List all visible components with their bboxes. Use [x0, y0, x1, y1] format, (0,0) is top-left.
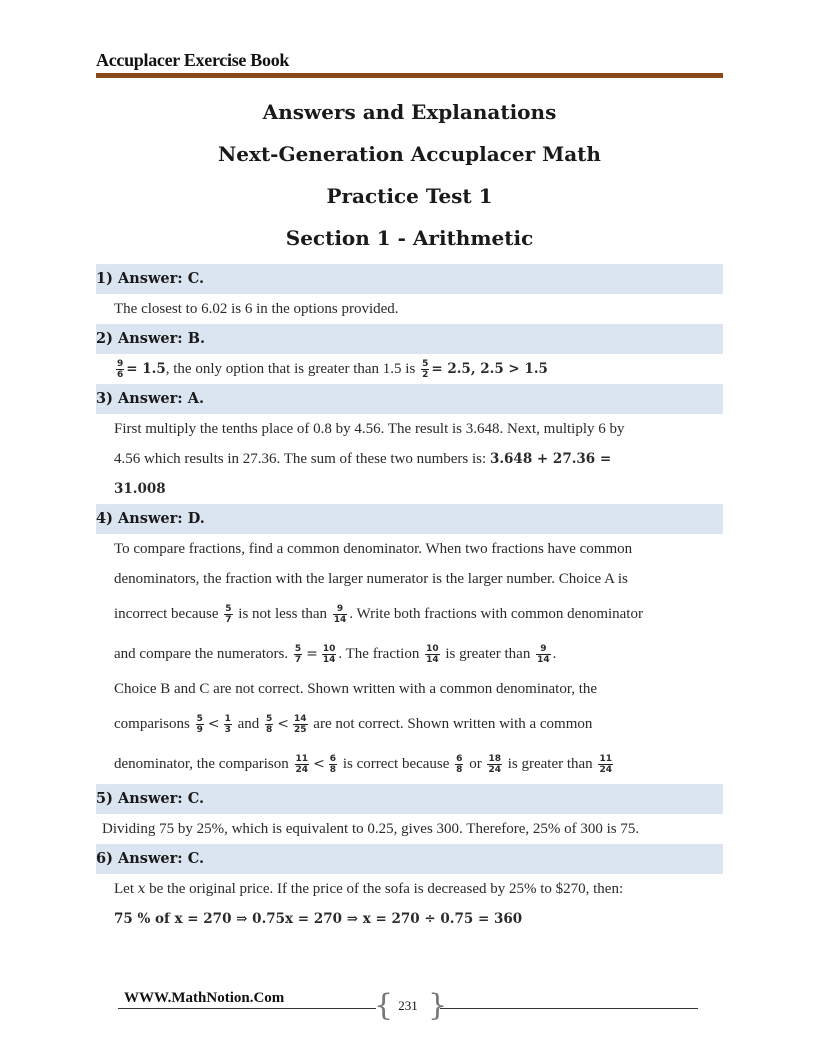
header-divider [96, 73, 723, 78]
title-answers-explanations: Answers and Explanations [262, 100, 557, 124]
fraction: $\frac{6}{8}$ [329, 754, 337, 776]
answer-3-line-3: 31.008 [114, 481, 166, 497]
answer-3-line-2: 4.56 which results in 27.36. The sum of these two numbers is: 3.648 + 27.36 = [114, 451, 612, 467]
answers-list [96, 264, 723, 934]
fraction: $\frac{6}{8}$ [456, 754, 463, 776]
answer-3-header: 3) Answer: A. [96, 384, 723, 414]
fraction: $\frac{11}{24}$ [295, 754, 309, 776]
answer-1-explanation: The closest to 6.02 is 6 in the options provided. [114, 301, 399, 317]
answer-3-line-1: First multiply the tenths place of 0.8 by 4.56. The result is 3.648. Next, multiply 6 by [114, 421, 625, 437]
fraction: $\frac{5}{9}$ [196, 714, 203, 736]
page-titles [96, 96, 723, 264]
answer-5-explanation: Dividing 75 by 25%, which is equivalent to 0.25, gives 300. Therefore, 25% of 300 is 75. [102, 821, 640, 837]
fraction: $\frac{14}{25}$ [294, 714, 307, 736]
fraction: $\frac{5}{7}$ [225, 604, 232, 626]
answer-6-line-1: Let x be the original price. If the price of the sofa is decreased by 25% to $270, then: [114, 881, 624, 897]
answer-4-line-3: incorrect because $\frac{5}{7}$ is not less than $\frac{9}{14}$ . Write both fractions with common denominator [114, 604, 643, 626]
answer-6-header: 6) Answer: C. [96, 844, 723, 874]
title-section: Section 1 - Arithmetic [285, 226, 534, 250]
fraction: $\frac{5}{2}$ [422, 359, 429, 381]
fraction: $\frac{5}{8}$ [266, 714, 273, 736]
fraction: $\frac{9}{14}$ [537, 644, 550, 666]
fraction: $\frac{9}{6}$ [117, 359, 124, 381]
answer-6-line-2: 75 % of x = 270 ⇒ 0.75x = 270 ⇒ x = 270 ÷ 0.75 = 360 [114, 911, 523, 927]
fraction: $\frac{5}{7}$ [294, 644, 302, 666]
answer-4-header: 4) Answer: D. [96, 504, 723, 534]
answer-1-header: 1) Answer: C. [96, 264, 723, 294]
answer-4-line-7: denominator, the comparison $\frac{11}{24}$ < $\frac{6}{8}$ is correct because $\frac{6}{8}$ or $\frac{18}{24}$ is greater than $\frac{11}{24}$ [114, 754, 612, 776]
answer-2-explanation: $\frac{9}{6}$ = 1.5, the only option that is greater than 1.5 is $\frac{5}{2}$ = 2.5, 2.5 > 1.5 [117, 359, 548, 381]
answer-4-line-2: denominators, the fraction with the larger numerator is the larger number. Choice A is [114, 571, 628, 587]
answer-4-line-6: comparisons $\frac{5}{9}$ < $\frac{1}{3}$ and $\frac{5}{8}$ < $\frac{14}{25}$ are not correct. Shown written with a common [114, 714, 593, 736]
answer-4-line-5: Choice B and C are not correct. Shown written with a common denominator, the [114, 681, 598, 697]
fraction: $\frac{10}{14}$ [426, 644, 439, 666]
fraction: $\frac{9}{14}$ [333, 604, 347, 626]
book-title: Accuplacer Exercise Book [96, 50, 290, 70]
title-exam-name: Next-Generation Accuplacer Math [218, 142, 601, 166]
page-number-bracket-right: } [428, 988, 448, 1023]
answer-4-line-1: To compare fractions, find a common denominator. When two fractions have common [114, 541, 633, 557]
fraction: $\frac{18}{24}$ [488, 754, 501, 776]
answer-2-header: 2) Answer: B. [96, 324, 723, 354]
fraction: $\frac{11}{24}$ [599, 754, 612, 776]
fraction: $\frac{10}{14}$ [322, 644, 336, 666]
answer-5-header: 5) Answer: C. [96, 784, 723, 814]
answer-4-line-4: and compare the numerators. $\frac{5}{7}$ = $\frac{10}{14}$ . The fraction $\frac{10}{14}$ is greater than $\frac{9}{14}$ . [114, 644, 557, 666]
page-number: 231 [398, 998, 418, 1013]
footer-website-link[interactable]: WWW.MathNotion.Com [124, 990, 285, 1006]
fraction: $\frac{1}{3}$ [224, 714, 231, 736]
title-practice-test: Practice Test 1 [326, 184, 493, 208]
footer-divider-left [118, 1008, 376, 1009]
page-number-bracket-left: { [374, 988, 394, 1023]
footer-divider-right [440, 1008, 698, 1009]
